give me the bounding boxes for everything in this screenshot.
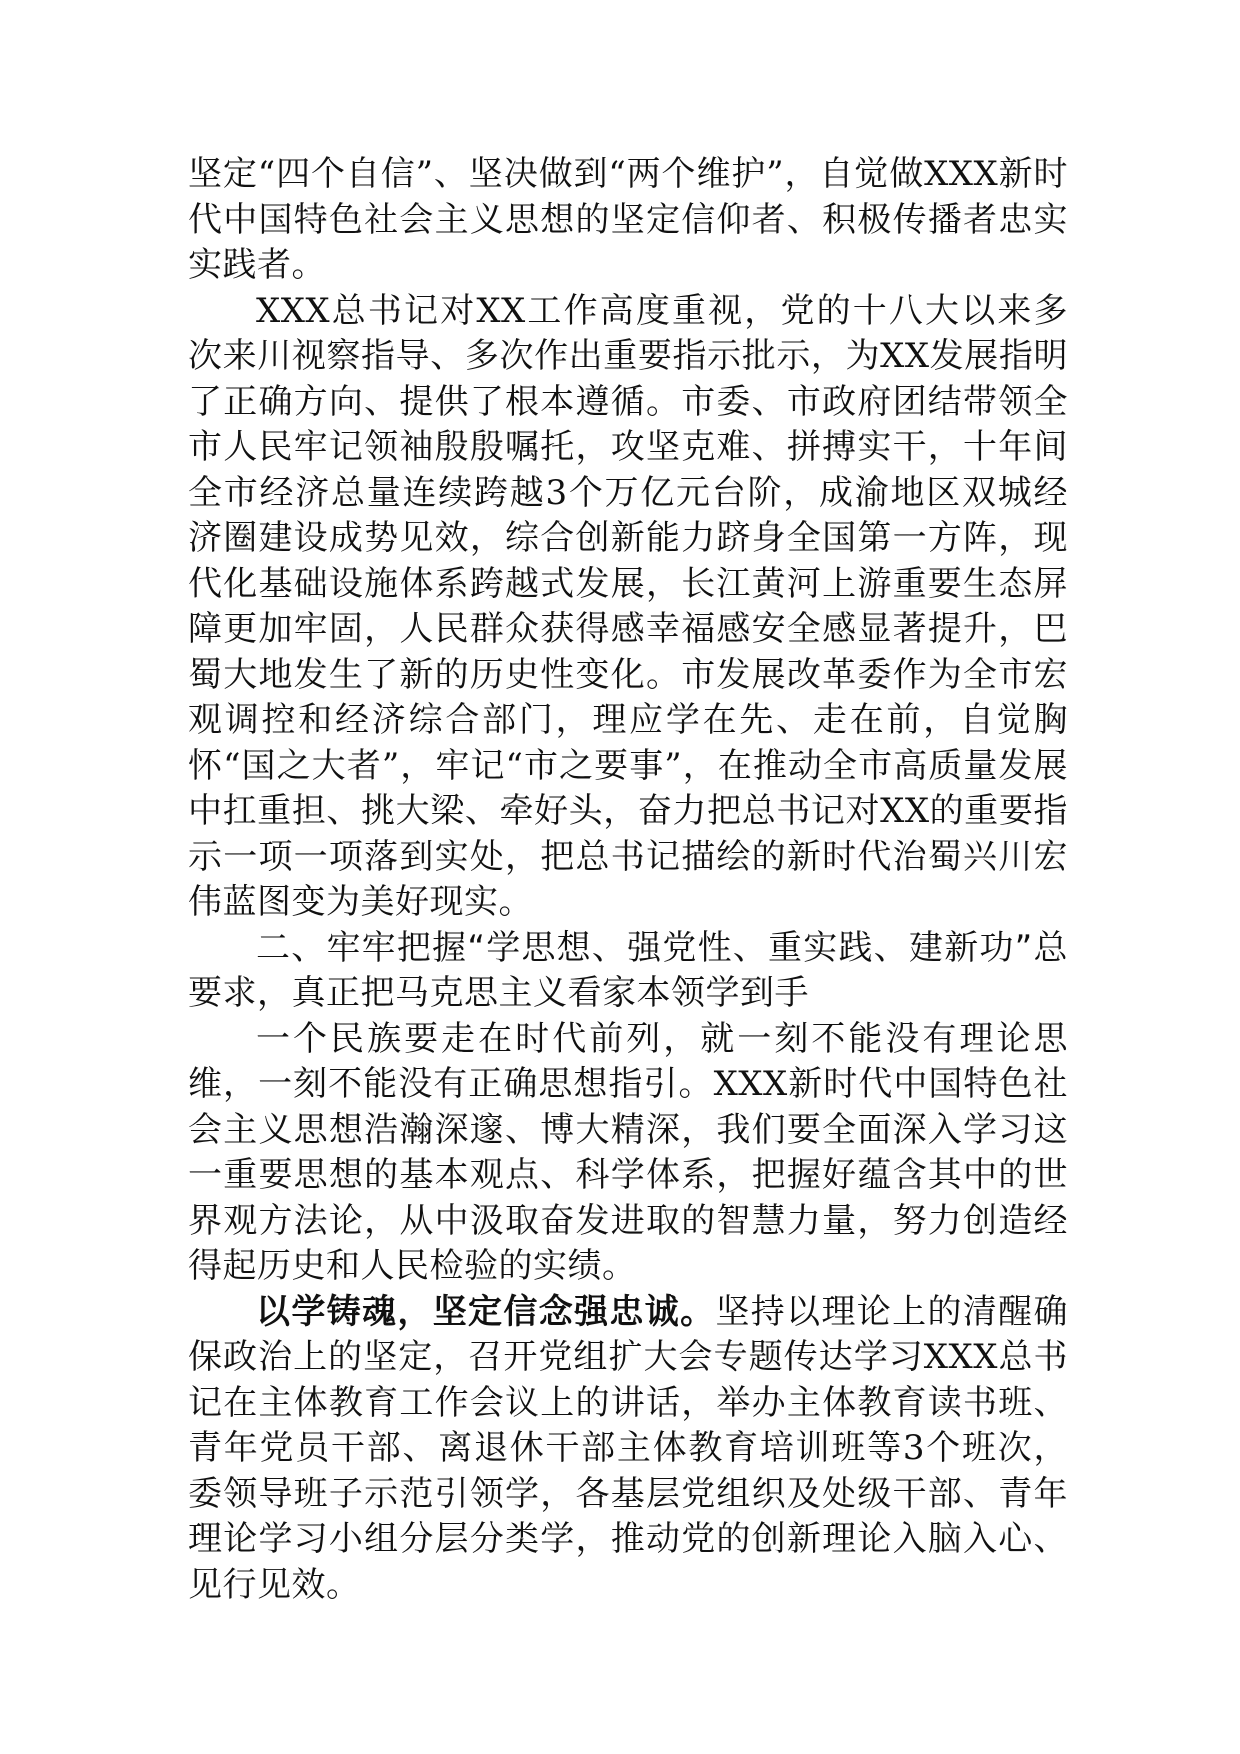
paragraph-continuation: 坚定“四个自信”、坚决做到“两个维护”，自觉做XXX新时代中国特色社会主义思想的坚定信仰者、积极传播者忠实实践者。 <box>188 154 1068 285</box>
paragraph-body-text: 坚持以理论上的清醒确保政治上的坚定，召开党组扩大会专题传达学习XXX总书记在主体教育工作会议上的讲话，举办主体教育读书班、青年党员干部、离退休干部主体教育培训班等3个班次，委领导班子示范引领学，各基层党组织及处级干部、青年理论学习小组分层分类学，推动党的创新理论入脑入心、见行见效。 <box>188 1291 1069 1605</box>
paragraph-lead-bold: 以学铸魂，坚定信念强忠诚。 <box>256 1291 716 1332</box>
document-body <box>188 152 1068 1608</box>
paragraph-theoretical-thinking: 一个民族要走在时代前列，就一刻不能没有理论思维，一刻不能没有正确思想指引。XXX新时代中国特色社会主义思想浩瀚深邃、博大精深，我们要全面深入学习这一重要思想的基本观点、科学体系，把握好蕴含其中的世界观方法论，从中汲取奋发进取的智慧力量，努力创造经得起历史和人民检验的实绩。 <box>188 1018 1068 1286</box>
paragraph-study-soul <box>188 1290 1068 1609</box>
paragraph-general-secretary-guidance: XXX总书记对XX工作高度重视，党的十八大以来多次来川视察指导、多次作出重要指示批示，为XX发展指明了正确方向、提供了根本遵循。市委、市政府团结带领全市人民牢记领袖殷殷嘱托，攻坚克难、拼搏实干，十年间全市经济总量连续跨越3个万亿元台阶，成渝地区双城经济圈建设成势见效，综合创新能力跻身全国第一方阵，现代化基础设施体系跨越式发展，长江黄河上游重要生态屏障更加牢固，人民群众获得感幸福感安全感显著提升，巴蜀大地发生了新的历史性变化。市发展改革委作为全市宏观调控和经济综合部门，理应学在先、走在前，自觉胸怀“国之大者”，牢记“市之要事”，在推动全市高质量发展中扛重担、挑大梁、牵好头，奋力把总书记对XX的重要指示一项一项落到实处，把总书记描绘的新时代治蜀兴川宏伟蓝图变为美好现实。 <box>188 290 1068 922</box>
section-heading-two: 二、牢牢把握“学思想、强党性、重实践、建新功”总要求，真正把马克思主义看家本领学到手 <box>188 927 1068 1013</box>
